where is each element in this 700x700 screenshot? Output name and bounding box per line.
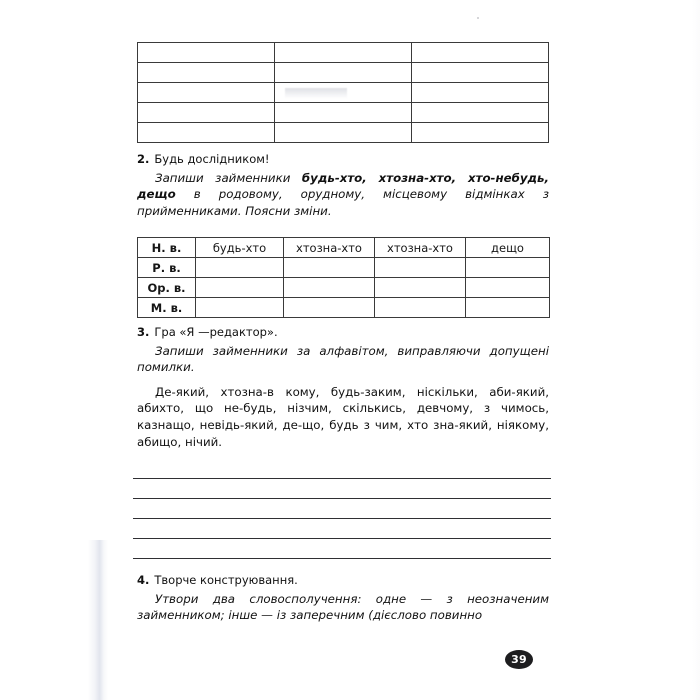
answer-line[interactable] [133, 478, 551, 479]
table-cell[interactable] [138, 123, 275, 143]
task-2-instruction [137, 170, 549, 219]
answer-line[interactable] [133, 498, 551, 499]
answer-cell[interactable] [284, 258, 375, 278]
table-cell[interactable] [412, 103, 549, 123]
task-3-title: Гра «Я —редактор». [154, 325, 278, 339]
task-3-instruction: Запиши займенники за алфавітом, виправляючи допущені помилки. [137, 344, 549, 375]
task-3 [137, 325, 549, 450]
task-4-instruction: Утвори два словосполучення: одне — з неозначеним займенником; інше — із заперечним (дієслово повинно [137, 592, 549, 623]
instruction-text-part-1: Запиши займенники [155, 171, 302, 185]
case-label-locative: М. в. [138, 298, 196, 318]
page-right-edge [692, 0, 700, 700]
table-cell[interactable] [138, 43, 275, 63]
answer-cell[interactable] [375, 278, 466, 298]
task-4 [137, 573, 549, 624]
case-table-wrapper [137, 237, 550, 318]
task-4-number: 4. [137, 573, 150, 587]
book-binding-shadow [88, 540, 108, 700]
table-cell[interactable] [412, 63, 549, 83]
answer-cell[interactable] [284, 298, 375, 318]
table-cell[interactable] [275, 43, 412, 63]
answer-cell[interactable] [375, 258, 466, 278]
table-row[interactable] [138, 63, 549, 83]
answer-cell[interactable] [196, 258, 284, 278]
table-cell[interactable] [275, 83, 412, 103]
case-label-nominative: Н. в. [138, 238, 196, 258]
pronoun-header-1: будь-хто [196, 238, 284, 258]
answer-line[interactable] [133, 538, 551, 539]
table-cell[interactable] [138, 63, 275, 83]
task-4-title: Творче конструювання. [154, 573, 298, 587]
case-declension-table[interactable] [137, 237, 550, 318]
task-3-number: 3. [137, 325, 150, 339]
answer-cell[interactable] [375, 298, 466, 318]
page-content [137, 0, 549, 700]
instruction-pronouns-bold: будь-хто, хтозна-хто, хто-небудь, дещо [137, 171, 549, 202]
answer-lines-group [133, 478, 551, 578]
task-4-heading [137, 573, 549, 588]
pronoun-header-2: хтозна-хто [284, 238, 375, 258]
table-cell[interactable] [412, 83, 549, 103]
table-cell[interactable] [275, 63, 412, 83]
table-row[interactable] [138, 103, 549, 123]
case-label-instrumental: Ор. в. [138, 278, 196, 298]
answer-cell[interactable] [466, 278, 550, 298]
answer-cell[interactable] [284, 278, 375, 298]
top-empty-table-wrapper [137, 42, 549, 143]
table-cell[interactable] [412, 43, 549, 63]
table-cell[interactable] [138, 103, 275, 123]
task-2-number: 2. [137, 152, 150, 166]
table-row-nominative[interactable] [138, 238, 550, 258]
instruction-text-part-2: в родовому, орудному, місцевому відмінках з прийменниками. Поясни зміни. [137, 187, 549, 218]
top-empty-table[interactable] [137, 42, 549, 143]
table-row-genitive[interactable] [138, 258, 550, 278]
task-2-title: Будь дослідником! [154, 152, 270, 166]
answer-line[interactable] [133, 518, 551, 519]
answer-cell[interactable] [466, 258, 550, 278]
table-row-instrumental[interactable] [138, 278, 550, 298]
table-row[interactable] [138, 43, 549, 63]
task-2-heading [137, 152, 549, 167]
pronoun-header-4: дещо [466, 238, 550, 258]
table-cell[interactable] [138, 83, 275, 103]
answer-cell[interactable] [196, 278, 284, 298]
answer-cell[interactable] [466, 298, 550, 318]
table-row-locative[interactable] [138, 298, 550, 318]
table-cell[interactable] [412, 123, 549, 143]
task-3-heading [137, 325, 549, 340]
table-cell[interactable] [275, 103, 412, 123]
pronoun-header-3: хтозна-хто [375, 238, 466, 258]
case-label-genitive: Р. в. [138, 258, 196, 278]
table-row[interactable] [138, 123, 549, 143]
task-2 [137, 152, 549, 219]
table-row[interactable] [138, 83, 549, 103]
answer-cell[interactable] [196, 298, 284, 318]
task-3-word-list: Де-який, хтозна-в кому, будь-заким, ніскільки, аби-який, абихто, що не-будь, нізчим, скількись, девчому, з чимось, казнащо, невідь-який, де-що, будь з чим, хто зна-який, ніякому, абищо, нічий. [137, 384, 549, 449]
table-cell[interactable] [275, 123, 412, 143]
page-number-badge: 39 [505, 650, 533, 669]
answer-line[interactable] [133, 558, 551, 559]
